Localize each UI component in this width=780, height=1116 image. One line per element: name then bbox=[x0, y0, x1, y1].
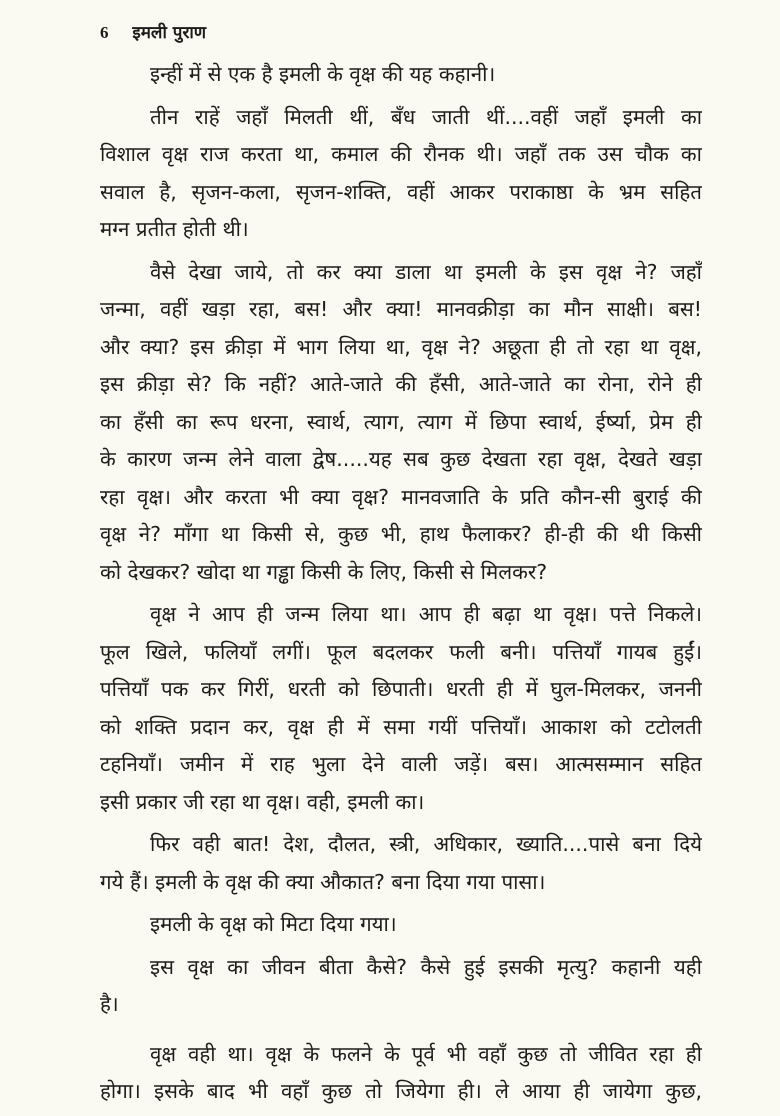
book-title: इमली पुराण bbox=[132, 23, 207, 43]
text-line: के कारण जन्म लेने वाला द्वेष.....यह सब कुछ देखता रहा वृक्ष, देखते खड़ा bbox=[100, 447, 702, 471]
text-line: तीन राहें जहाँ मिलती थीं, बँध जाती थीं....वहीं जहाँ इमली का bbox=[150, 104, 702, 129]
text-line: इसी प्रकार जी रहा था वृक्ष। वही, इमली का। bbox=[100, 789, 425, 814]
text-line: पत्तियाँ पक कर गिरीं, धरती को छिपाती। धरती ही में घुल-मिलकर, जननी bbox=[100, 677, 702, 701]
paragraph bbox=[100, 56, 702, 94]
text-line: गये हैं। इमली के वृक्ष की क्या औकात? बना दिया गया पासा। bbox=[100, 869, 546, 894]
text-line: इमली के वृक्ष को मिटा दिया गया। bbox=[150, 912, 397, 936]
paragraph bbox=[100, 596, 702, 821]
paragraph bbox=[100, 906, 702, 944]
text-line: रहा वृक्ष। और करता भी क्या वृक्ष? मानवजाति के प्रति कौन-सी बुराई की bbox=[100, 484, 702, 509]
text-line: वृक्ष ने? माँगा था किसी से, कुछ भी, हाथ फैलाकर? ही-ही की थी किसी bbox=[100, 522, 702, 546]
text-line: इस वृक्ष का जीवन बीता कैसे? कैसे हुई इसकी मृत्यु? कहानी यही bbox=[150, 954, 702, 979]
text-line: वृक्ष वही था। वृक्ष के फलने के पूर्व भी वहाँ कुछ तो जीवित रहा ही bbox=[150, 1041, 702, 1066]
text-line: इन्हीं में से एक है इमली के वृक्ष की यह कहानी। bbox=[150, 62, 496, 86]
text-line: को देखकर? खोदा था गड्ढा किसी के लिए, किसी से मिलकर? bbox=[100, 559, 548, 584]
text-line: टहनियाँ। जमीन में राह भुला देने वाली जड़ें। बस। आत्मसम्मान सहित bbox=[100, 752, 702, 776]
text-line: का हँसी का रूप धरना, स्वार्थ, त्याग, त्याग में छिपा स्वार्थ, ईर्ष्या, प्रेम ही bbox=[100, 409, 702, 434]
text-line: फूल खिले, फलियाँ लगीं। फूल बदलकर फली बनी। पत्तियाँ गायब हुईं। bbox=[100, 639, 702, 664]
paragraph bbox=[100, 99, 702, 249]
paragraph bbox=[100, 826, 702, 901]
text-line: को शक्ति प्रदान कर, वृक्ष ही में समा गयीं पत्तियाँ। आकाश को टटोलती bbox=[100, 714, 702, 739]
text-line: है। bbox=[100, 992, 119, 1016]
text-line: और क्या? इस क्रीड़ा में भाग लिया था, वृक्ष ने? अछूता ही तो रहा था वृक्ष, bbox=[100, 334, 702, 359]
text-line: विशाल वृक्ष राज करता था, कमाल की रौनक थी। जहाँ तक उस चौक का bbox=[100, 142, 702, 166]
text-line: जन्मा, वहीं खड़ा रहा, बस! और क्या! मानवक्रीड़ा का मौन साक्षी। बस! bbox=[100, 297, 702, 321]
text-line: होगा। इसके बाद भी वहाँ कुछ तो जियेगा ही। ले आया ही जायेगा कुछ, bbox=[100, 1079, 702, 1103]
text-line: वृक्ष ने आप ही जन्म लिया था। आप ही बढ़ा था वृक्ष। पत्ते निकले। bbox=[150, 602, 702, 626]
page-number: 6 bbox=[100, 23, 109, 42]
text-line: सवाल है, सृजन-कला, सृजन-शक्ति, वहीं आकर पराकाष्ठा के भ्रम सहित bbox=[100, 179, 702, 204]
text-line: वैसे देखा जाये, तो कर क्या डाला था इमली के इस वृक्ष ने? जहाँ bbox=[150, 259, 702, 284]
text-line: फिर वही बात! देश, दौलत, स्त्री, अधिकार, ख्याति....पासे बना दिये bbox=[150, 832, 702, 856]
paragraph bbox=[100, 1036, 702, 1111]
text-line: इस क्रीड़ा से? कि नहीं? आते-जाते की हँसी, आते-जाते का रोना, रोने ही bbox=[100, 372, 702, 396]
page-body-text bbox=[100, 56, 702, 1116]
paragraph bbox=[100, 949, 702, 1024]
text-line: मग्न प्रतीत होती थी। bbox=[100, 217, 249, 241]
paragraph bbox=[100, 254, 702, 592]
running-header bbox=[100, 20, 206, 43]
